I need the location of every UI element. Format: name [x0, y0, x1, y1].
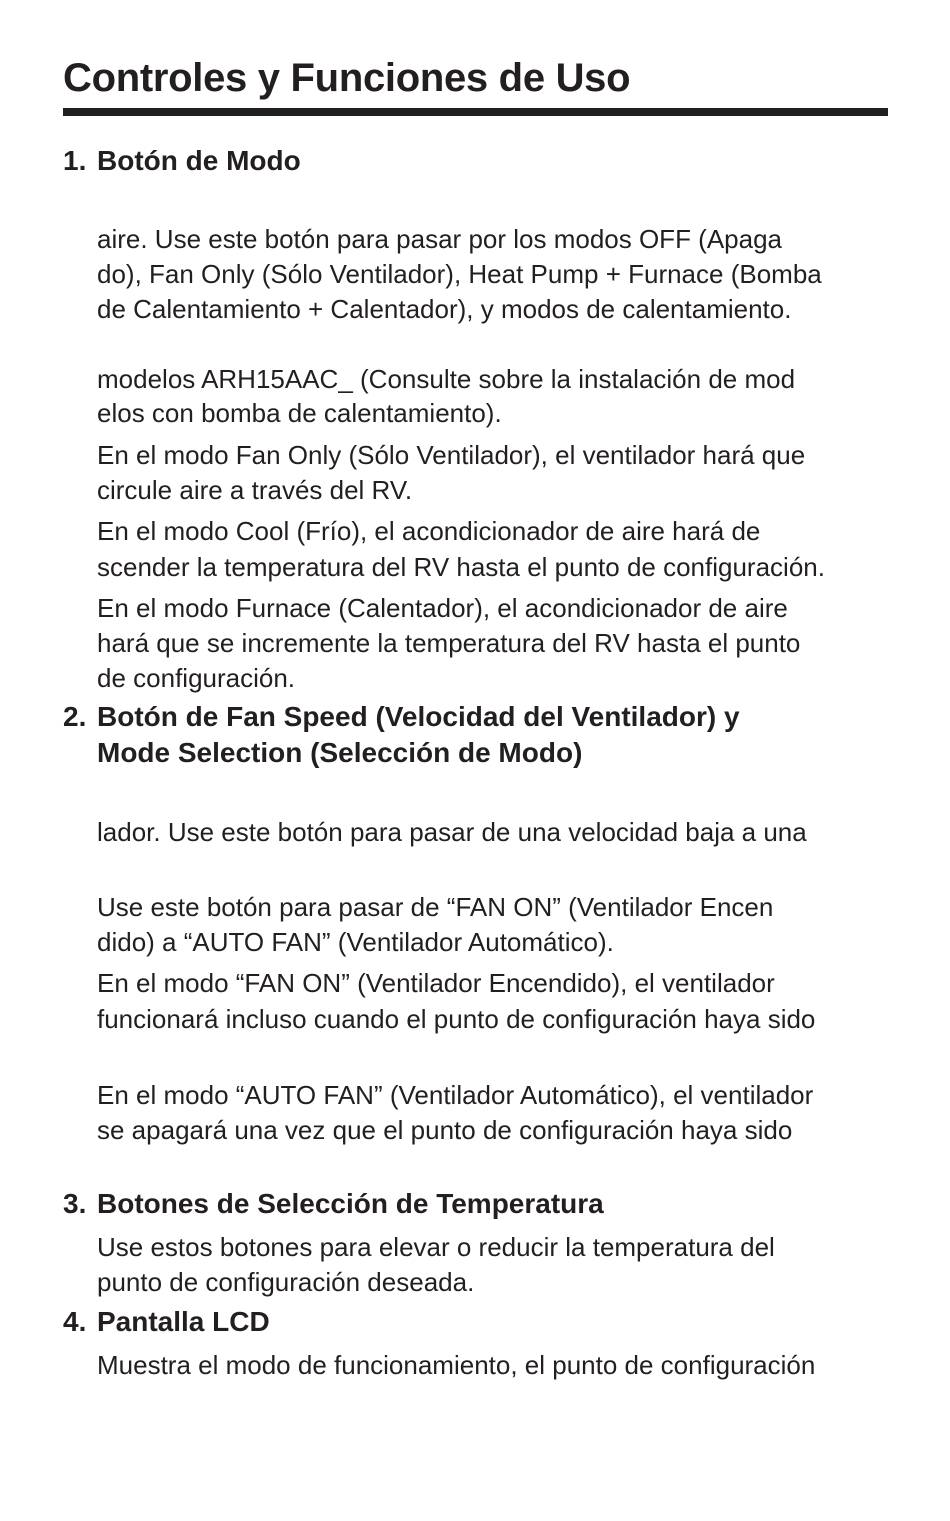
paragraph-line: Use estos botones para elevar o reducir la temperatura del: [97, 1232, 775, 1262]
section-number: 3.: [63, 1188, 87, 1219]
section-2-heading-continued: Mode Selection (Selección de Modo): [97, 737, 583, 768]
section-title: Botón de Modo: [97, 145, 301, 176]
section-title: Pantalla LCD: [97, 1306, 270, 1337]
paragraph-line: hará que se incremente la temperatura del RV hasta el punto: [97, 628, 801, 658]
section-2-heading: [63, 701, 740, 733]
paragraph-line: En el modo Furnace (Calentador), el acondicionador de aire: [97, 593, 788, 623]
section-4-heading: [63, 1306, 270, 1338]
paragraph-line: Muestra el modo de funcionamiento, el punto de configuración: [97, 1350, 816, 1380]
paragraph-line: de Calentamiento + Calentador), y modos de calentamiento.: [97, 294, 792, 324]
paragraph-line: Use este botón para pasar de “FAN ON” (Ventilador Encen: [97, 892, 774, 922]
paragraph-line: punto de configuración deseada.: [97, 1267, 475, 1297]
section-title: Botones de Selección de Temperatura: [97, 1188, 604, 1219]
paragraph-line: scender la temperatura del RV hasta el punto de configuración.: [97, 552, 825, 582]
paragraph-line: aire. Use este botón para pasar por los modos OFF (Apaga: [97, 224, 783, 254]
paragraph-line: circule aire a través del RV.: [97, 475, 413, 505]
section-title: Botón de Fan Speed (Velocidad del Ventilador) y: [97, 701, 740, 732]
paragraph-line: funcionará incluso cuando el punto de configuración haya sido: [97, 1004, 816, 1034]
paragraph-line: En el modo “AUTO FAN” (Ventilador Automático), el ventilador: [97, 1080, 814, 1110]
section-number: 4.: [63, 1306, 87, 1337]
title-underline: [63, 108, 888, 116]
paragraph-line: dido) a “AUTO FAN” (Ventilador Automático).: [97, 927, 614, 957]
paragraph-line: En el modo “FAN ON” (Ventilador Encendido), el ventilador: [97, 968, 775, 998]
section-1-heading: [63, 145, 301, 177]
paragraph-line: se apagará una vez que el punto de configuración haya sido: [97, 1115, 793, 1145]
section-number: 2.: [63, 701, 87, 732]
page-title: Controles y Funciones de Uso: [63, 56, 631, 100]
paragraph-line: En el modo Fan Only (Sólo Ventilador), el ventilador hará que: [97, 440, 806, 470]
section-3-heading: [63, 1188, 604, 1220]
paragraph-line: de configuración.: [97, 663, 296, 693]
section-number: 1.: [63, 145, 87, 176]
paragraph-line: modelos ARH15AAC_ (Consulte sobre la instalación de mod: [97, 364, 796, 394]
paragraph-line: En el modo Cool (Frío), el acondicionador de aire hará de: [97, 516, 761, 546]
paragraph-line: elos con bomba de calentamiento).: [97, 398, 502, 428]
paragraph-line: lador. Use este botón para pasar de una velocidad baja a una: [97, 817, 807, 847]
paragraph-line: do), Fan Only (Sólo Ventilador), Heat Pump + Furnace (Bomba: [97, 259, 822, 289]
